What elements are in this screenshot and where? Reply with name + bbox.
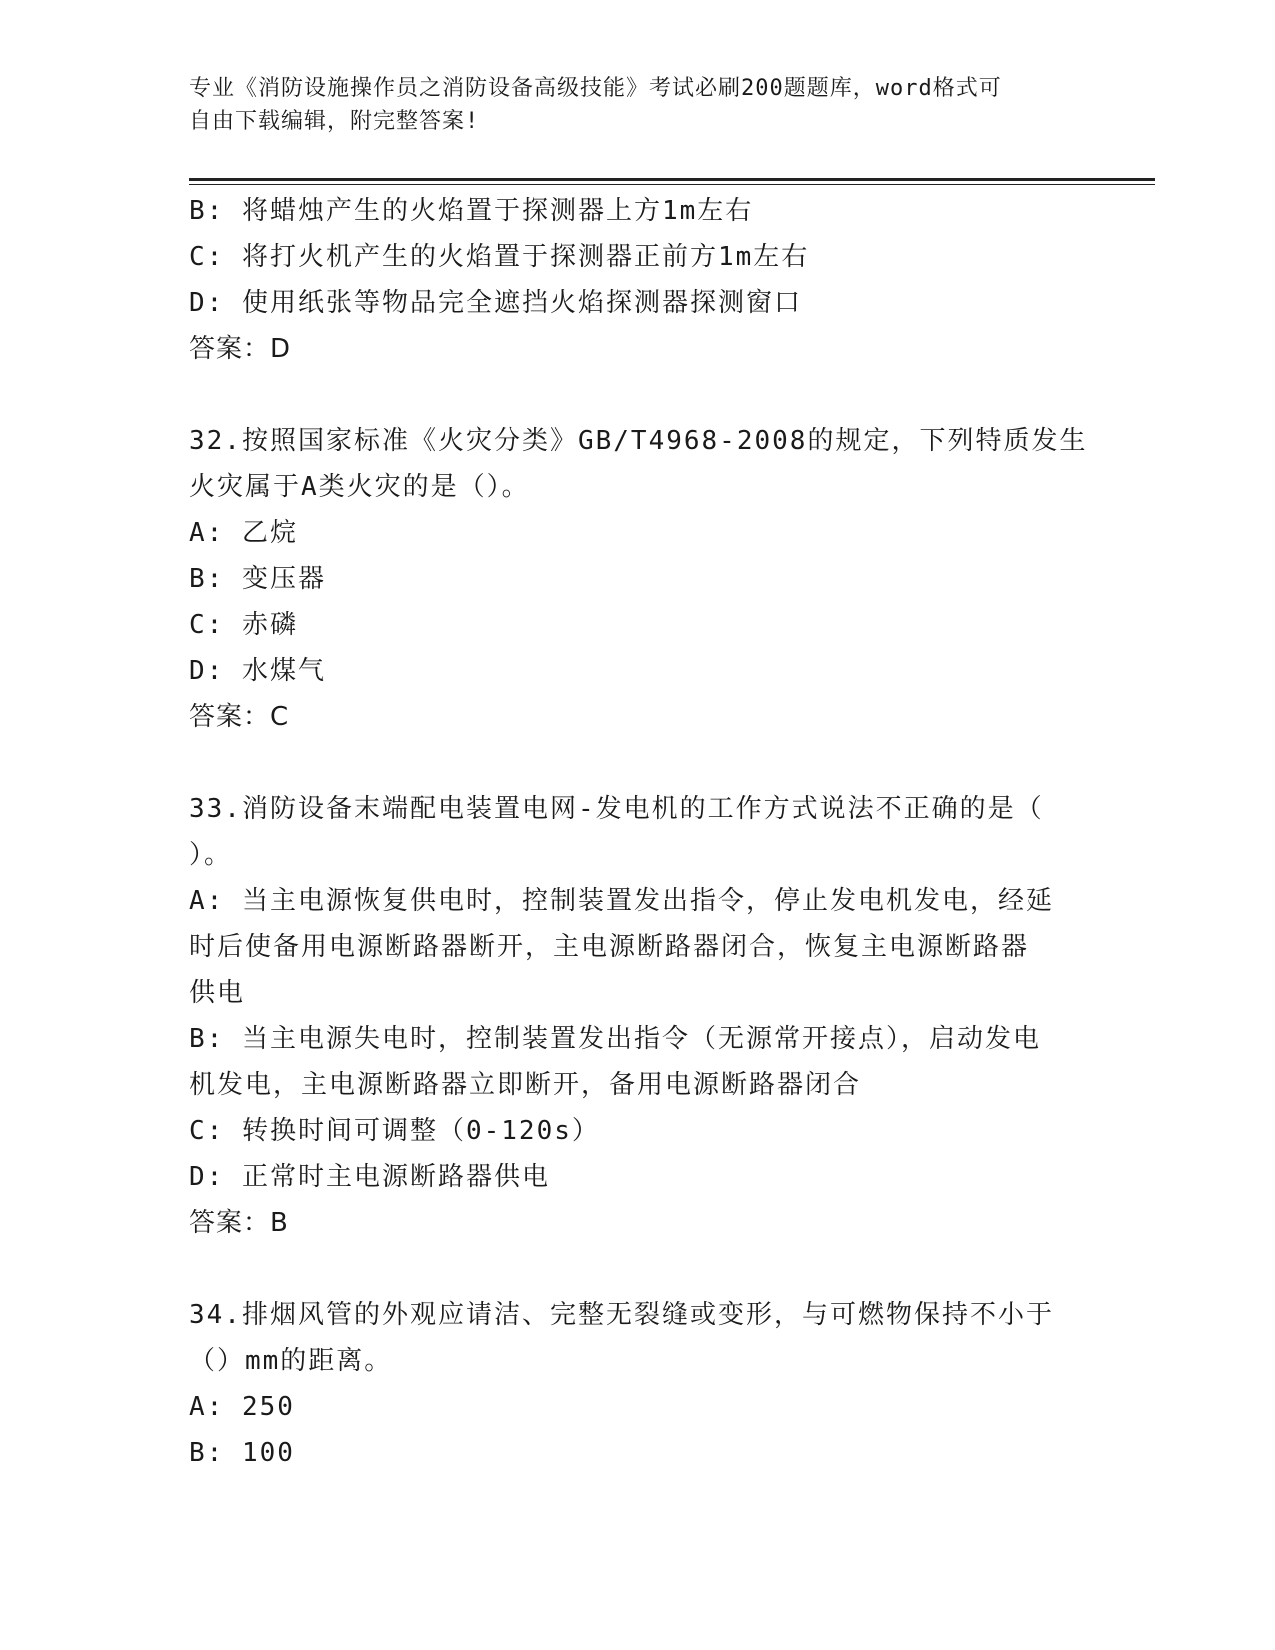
- option-b-line-2: 机发电，主电源断路器立即断开，备用电源断路器闭合: [189, 1070, 862, 1100]
- question-text-line-1: 32.按照国家标准《火灾分类》GB/T4968-2008的规定，下列特质发生: [189, 426, 1088, 456]
- option-a: A: 250: [189, 1392, 295, 1422]
- option-d: D: 使用纸张等物品完全遮挡火焰探测器探测窗口: [189, 288, 802, 318]
- option-b: B: 将蜡烛产生的火焰置于探测器上方1m左右: [189, 196, 754, 226]
- option-c: C: 赤磷: [189, 610, 298, 640]
- question-32: [189, 418, 1089, 740]
- answer: 答案：D: [189, 334, 292, 364]
- answer: 答案：B: [189, 1208, 289, 1238]
- option-a-line-2: 时后使备用电源断路器断开，主电源断路器闭合，恢复主电源断路器: [189, 932, 1030, 962]
- question-33: [189, 786, 1089, 1246]
- page-header: [189, 72, 1069, 138]
- question-31: [189, 188, 1089, 372]
- option-a-line-1: A: 当主电源恢复供电时，控制装置发出指令，停止发电机发电，经延: [189, 886, 1054, 916]
- option-d: D: 水煤气: [189, 656, 326, 686]
- option-a-line-3: 供电: [189, 978, 246, 1008]
- option-a: A: 乙烷: [189, 518, 298, 548]
- option-c: C: 将打火机产生的火焰置于探测器正前方1m左右: [189, 242, 810, 272]
- answer: 答案：C: [189, 702, 290, 732]
- header-line-1: 专业《消防设施操作员之消防设备高级技能》考试必刷200题题库，word格式可: [189, 76, 1002, 101]
- option-d: D: 正常时主电源断路器供电: [189, 1162, 550, 1192]
- question-text-line-1: 33.消防设备末端配电装置电网-发电机的工作方式说法不正确的是（: [189, 794, 1044, 824]
- question-text-line-2: （）mm的距离。: [189, 1346, 393, 1376]
- question-34: [189, 1292, 1089, 1476]
- option-c: C: 转换时间可调整（0-120s）: [189, 1116, 600, 1146]
- question-text-line-2: 火灾属于A类火灾的是（）。: [189, 472, 530, 502]
- option-b: B: 100: [189, 1438, 295, 1468]
- option-b: B: 变压器: [189, 564, 326, 594]
- header-divider-thin: [189, 184, 1155, 185]
- question-text-line-2: ）。: [189, 840, 233, 870]
- header-divider-thick: [189, 178, 1155, 181]
- question-list: [189, 188, 1089, 1476]
- question-text-line-1: 34.排烟风管的外观应请洁、完整无裂缝或变形，与可燃物保持不小于: [189, 1300, 1054, 1330]
- option-b-line-1: B: 当主电源失电时，控制装置发出指令（无源常开接点），启动发电: [189, 1024, 1041, 1054]
- header-line-2: 自由下载编辑，附完整答案!: [189, 109, 480, 134]
